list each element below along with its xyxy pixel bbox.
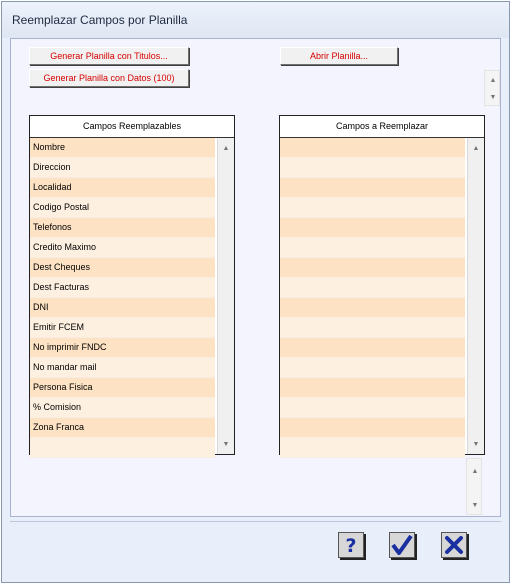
title-bar — [2, 2, 509, 38]
bottom-right-scrollbar[interactable] — [466, 458, 482, 515]
list-item[interactable] — [30, 438, 215, 458]
list-item[interactable]: % Comision — [30, 398, 215, 418]
list-item[interactable]: Localidad — [30, 178, 215, 198]
list-header: Campos a Reemplazar — [280, 116, 484, 138]
scroll-down-icon[interactable]: ▼ — [471, 502, 479, 509]
fields-to-replace-list[interactable] — [279, 115, 485, 455]
footer-separator — [10, 521, 501, 522]
open-spreadsheet-button[interactable]: Abrir Planilla... — [280, 47, 398, 65]
list-item[interactable] — [280, 298, 465, 318]
list-item[interactable]: Dest Cheques — [30, 258, 215, 278]
scroll-up-icon[interactable]: ▲ — [222, 145, 230, 152]
top-right-scrollbar[interactable] — [484, 70, 500, 106]
list-item[interactable]: Persona Fisica — [30, 378, 215, 398]
list-item[interactable] — [280, 198, 465, 218]
list-item[interactable]: Dest Facturas — [30, 278, 215, 298]
list-item[interactable] — [280, 358, 465, 378]
right-list-scrollbar[interactable] — [467, 138, 484, 454]
left-list-scrollbar[interactable] — [217, 138, 234, 454]
list-item[interactable] — [280, 418, 465, 438]
list-item[interactable] — [280, 338, 465, 358]
list-header: Campos Reemplazables — [30, 116, 234, 138]
help-icon — [341, 535, 361, 555]
list-rows — [30, 138, 215, 458]
scroll-down-icon[interactable]: ▼ — [489, 94, 497, 101]
list-item[interactable]: No imprimir FNDC — [30, 338, 215, 358]
list-item[interactable]: Zona Franca — [30, 418, 215, 438]
list-item[interactable]: Credito Maximo — [30, 238, 215, 258]
list-item[interactable]: Nombre — [30, 138, 215, 158]
list-item[interactable]: No mandar mail — [30, 358, 215, 378]
list-item[interactable]: Telefonos — [30, 218, 215, 238]
ok-button[interactable] — [389, 532, 415, 558]
list-item[interactable] — [280, 218, 465, 238]
scroll-down-icon[interactable]: ▼ — [222, 441, 230, 448]
cancel-button[interactable] — [441, 532, 467, 558]
list-item[interactable]: Emitir FCEM — [30, 318, 215, 338]
list-item[interactable] — [280, 398, 465, 418]
help-button[interactable] — [338, 532, 364, 558]
replaceable-fields-list[interactable] — [29, 115, 235, 455]
scroll-up-icon[interactable]: ▲ — [489, 77, 497, 84]
list-item[interactable]: Direccion — [30, 158, 215, 178]
list-item[interactable] — [280, 158, 465, 178]
dialog-window — [1, 1, 510, 583]
list-item[interactable] — [280, 278, 465, 298]
window-title: Reemplazar Campos por Planilla — [12, 13, 188, 27]
list-item[interactable] — [280, 238, 465, 258]
list-item[interactable] — [280, 138, 465, 158]
close-icon — [444, 535, 464, 555]
list-item[interactable] — [280, 318, 465, 338]
list-item[interactable] — [280, 438, 465, 458]
list-item[interactable]: DNI — [30, 298, 215, 318]
list-item[interactable] — [280, 178, 465, 198]
generate-with-data-button[interactable]: Generar Planilla con Datos (100) — [29, 69, 189, 87]
check-icon — [391, 534, 413, 556]
list-rows — [280, 138, 465, 458]
list-item[interactable] — [280, 378, 465, 398]
svg-text:?: ? — [345, 535, 357, 555]
generate-with-titles-button[interactable]: Generar Planilla con Titulos... — [29, 47, 189, 65]
scroll-up-icon[interactable]: ▲ — [471, 468, 479, 475]
list-item[interactable]: Codigo Postal — [30, 198, 215, 218]
scroll-down-icon[interactable]: ▼ — [472, 441, 480, 448]
list-item[interactable] — [280, 258, 465, 278]
scroll-up-icon[interactable]: ▲ — [472, 145, 480, 152]
